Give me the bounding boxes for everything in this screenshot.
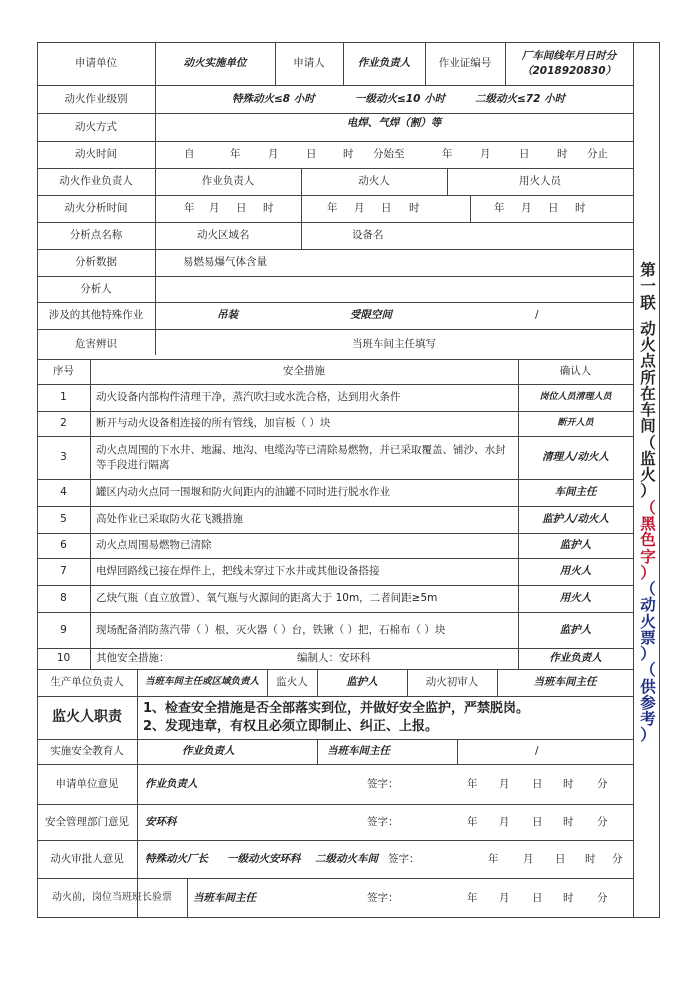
side-char: （ bbox=[640, 498, 656, 517]
guard-label: 监火人 bbox=[276, 676, 308, 689]
analysis-point-area: 动火区域名 bbox=[197, 229, 250, 242]
other-work-lifting: 吊装 bbox=[217, 309, 238, 322]
op2-min: 分 bbox=[597, 815, 608, 828]
ac-d: 日 bbox=[532, 891, 543, 904]
at-y3: 年 bbox=[494, 202, 505, 215]
analysis-point-equipment: 设备名 bbox=[352, 229, 384, 242]
time-hour-2: 时 bbox=[557, 148, 568, 161]
opinion-value: 作业负责人 bbox=[145, 777, 198, 790]
measure-text: 现场配备消防蒸汽带（ ）根，灭火器（ ）台，铁锹（ ）把，石棉布（ ）块 bbox=[96, 623, 446, 636]
at-m3: 月 bbox=[521, 202, 532, 215]
side-char: ） bbox=[640, 482, 656, 501]
review-label: 动火初审人 bbox=[425, 676, 479, 689]
measure-no: 6 bbox=[60, 539, 67, 552]
measure-editor: 编制人：安环科 bbox=[297, 652, 371, 665]
review-value: 当班车间主任 bbox=[533, 676, 597, 689]
ac-h: 时 bbox=[563, 891, 574, 904]
analysis-data-label: 分析数据 bbox=[75, 256, 117, 269]
level-special: 特殊动火≤8 小时 bbox=[232, 92, 315, 105]
measures-col-no: 序号 bbox=[53, 365, 74, 378]
side-char: 火 bbox=[640, 466, 656, 485]
approval-special: 特殊动火厂长 bbox=[145, 852, 208, 865]
measure-confirm: 监护人 bbox=[559, 539, 592, 552]
side-char: （ bbox=[640, 580, 656, 599]
permit-no-label: 作业证编号 bbox=[438, 57, 492, 70]
side-char: 在 bbox=[640, 384, 656, 403]
applicant-label: 申请人 bbox=[293, 57, 325, 70]
ac-m: 月 bbox=[499, 891, 510, 904]
guard-value: 监护人 bbox=[346, 676, 378, 689]
time-day-2: 日 bbox=[519, 148, 530, 161]
measure-confirm: 岗位人员清理人员 bbox=[539, 392, 612, 403]
measure-text: 动火点周围的下水井、地漏、地沟、电缆沟等已清除易燃物，并已采取覆盖、铺沙、水封等手段进行隔离 bbox=[96, 444, 506, 471]
measure-no: 1 bbox=[60, 391, 67, 404]
time-label: 动火时间 bbox=[75, 148, 117, 161]
side-char: 第 bbox=[640, 261, 656, 279]
measure-confirm: 清理人/动火人 bbox=[542, 451, 609, 464]
op2-h: 时 bbox=[563, 815, 574, 828]
analyst-label: 分析人 bbox=[80, 282, 112, 295]
at-m1: 月 bbox=[209, 202, 220, 215]
measure-confirm: 用火人 bbox=[559, 565, 592, 578]
measure-text: 动火点周围易燃物已清除 bbox=[96, 539, 212, 552]
time-year: 年 bbox=[230, 148, 241, 161]
side-char: 点 bbox=[640, 352, 656, 371]
other-work-label: 涉及的其他特殊作业 bbox=[48, 309, 144, 322]
time-from: 自 bbox=[184, 148, 195, 161]
measure-no: 8 bbox=[60, 592, 67, 605]
at-h2: 时 bbox=[409, 202, 420, 215]
side-copy-label bbox=[635, 262, 661, 744]
side-char: 票 bbox=[640, 628, 656, 647]
side-char: 黑 bbox=[640, 514, 656, 533]
op1-d: 日 bbox=[532, 777, 543, 790]
measure-no: 7 bbox=[60, 565, 67, 578]
time-year-2: 年 bbox=[442, 148, 453, 161]
side-char: 车 bbox=[640, 401, 656, 420]
ap-m: 月 bbox=[523, 852, 534, 865]
level-first: 一级动火≤10 小时 bbox=[355, 92, 446, 105]
analysis-point-label: 分析点名称 bbox=[69, 229, 123, 242]
hazard-value: 当班车间主任填写 bbox=[352, 337, 436, 350]
education-slash: / bbox=[535, 745, 539, 758]
ac-y: 年 bbox=[467, 891, 478, 904]
side-char: 参 bbox=[640, 693, 656, 712]
duties-line1: 1、检查安全措施是否全部落实到位，并做好安全监护，严禁脱岗。 bbox=[143, 700, 530, 716]
other-work-confined: 受限空间 bbox=[350, 309, 392, 322]
time-month-2: 月 bbox=[480, 148, 491, 161]
duties-text bbox=[137, 696, 633, 739]
education-label: 实施安全教育人 bbox=[50, 745, 124, 758]
side-char: 动 bbox=[640, 596, 656, 615]
measure-confirm: 车间主任 bbox=[554, 486, 597, 499]
side-char: 考 bbox=[640, 710, 656, 729]
opinion-value: 安环科 bbox=[145, 815, 177, 828]
time-day: 日 bbox=[306, 148, 317, 161]
measure-no: 10 bbox=[56, 652, 71, 665]
other-work-slash: / bbox=[535, 309, 539, 322]
side-char: 字 bbox=[640, 547, 656, 566]
ap-h: 时 bbox=[585, 852, 596, 865]
level-second: 二级动火≤72 小时 bbox=[475, 92, 566, 105]
measure-no: 5 bbox=[60, 513, 67, 526]
time-hour: 时 bbox=[343, 148, 354, 161]
measures-col-confirm: 确认人 bbox=[559, 365, 592, 378]
persons-label: 动火作业负责人 bbox=[59, 175, 133, 188]
measure-confirm: 监护人 bbox=[559, 623, 592, 636]
permit-no-line2: （2018920830） bbox=[521, 64, 617, 77]
measure-no: 3 bbox=[60, 451, 67, 464]
method-label: 动火方式 bbox=[75, 120, 117, 133]
side-char: 动 bbox=[640, 319, 656, 338]
opinion-sign: 签字： bbox=[367, 815, 399, 828]
side-char: （ bbox=[640, 661, 656, 680]
side-char: 火 bbox=[640, 336, 656, 355]
op2-d: 日 bbox=[532, 815, 543, 828]
at-h1: 时 bbox=[263, 202, 274, 215]
ac-min: 分 bbox=[597, 891, 608, 904]
opinion-label: 安全管理部门意见 bbox=[45, 815, 129, 828]
measure-confirm: 监护人/动火人 bbox=[542, 513, 609, 526]
duties-line2: 2、发现违章，有权且必须立即制止、纠正、上报。 bbox=[143, 718, 439, 734]
acceptance-label: 动火前，岗位当班班长验票 bbox=[52, 892, 172, 904]
permit-no-line1: 厂车间线年月日时分 bbox=[521, 50, 617, 63]
side-char: ） bbox=[640, 645, 656, 664]
op1-h: 时 bbox=[563, 777, 574, 790]
at-y1: 年 bbox=[184, 202, 195, 215]
hazard-label: 危害辨识 bbox=[75, 337, 117, 350]
side-char: 一 bbox=[640, 277, 656, 296]
at-y2: 年 bbox=[327, 202, 338, 215]
permit-no-value bbox=[505, 42, 633, 85]
at-d1: 日 bbox=[236, 202, 247, 215]
permit-form bbox=[37, 42, 660, 918]
side-char: （ bbox=[640, 433, 656, 452]
measure-confirm: 断开人员 bbox=[557, 418, 594, 429]
time-minute-to: 分始至 bbox=[373, 148, 405, 161]
production-value: 当班车间主任或区域负责人 bbox=[144, 676, 259, 688]
persons-worker: 动火人 bbox=[358, 175, 390, 188]
at-m2: 月 bbox=[354, 202, 365, 215]
time-minute-end: 分止 bbox=[587, 148, 608, 161]
persons-leader: 作业负责人 bbox=[201, 175, 255, 188]
acceptance-value: 当班车间主任 bbox=[193, 891, 256, 904]
level-label: 动火作业级别 bbox=[64, 92, 128, 105]
education-v2: 当班车间主任 bbox=[327, 745, 390, 758]
measure-confirm: 用火人 bbox=[559, 592, 592, 605]
measure-confirm: 作业负责人 bbox=[549, 652, 602, 665]
side-char: ） bbox=[640, 726, 656, 745]
side-char: 所 bbox=[640, 368, 656, 387]
at-d2: 日 bbox=[381, 202, 392, 215]
op1-min: 分 bbox=[597, 777, 608, 790]
opinion-sign: 签字： bbox=[367, 777, 399, 790]
approval-second: 二级动火车间 bbox=[315, 852, 378, 865]
applicant-unit-label: 申请单位 bbox=[75, 57, 117, 70]
side-char: 供 bbox=[640, 677, 656, 696]
op2-y: 年 bbox=[467, 815, 478, 828]
measure-text: 电焊回路线已接在焊件上，把线未穿过下水井或其他设备搭接 bbox=[96, 565, 380, 578]
acceptance-sign: 签字： bbox=[367, 891, 399, 904]
at-h3: 时 bbox=[575, 202, 586, 215]
approval-label: 动火审批人意见 bbox=[50, 852, 124, 865]
side-char: ） bbox=[640, 563, 656, 582]
measures-col-measure: 安全措施 bbox=[283, 365, 325, 378]
at-d3: 日 bbox=[548, 202, 559, 215]
approval-first: 一级动火安环科 bbox=[227, 852, 301, 865]
ap-d: 日 bbox=[555, 852, 566, 865]
side-char: 联 bbox=[640, 293, 656, 312]
op1-m: 月 bbox=[499, 777, 510, 790]
measure-text: 高处作业已采取防火花飞溅措施 bbox=[96, 513, 243, 526]
side-char: 色 bbox=[640, 531, 656, 550]
side-char: 火 bbox=[640, 612, 656, 631]
measure-no: 2 bbox=[60, 417, 67, 430]
ap-min: 分 bbox=[612, 852, 623, 865]
measure-no: 9 bbox=[60, 623, 67, 636]
method-value: 电焊、气焊（割）等 bbox=[346, 116, 442, 129]
op2-m: 月 bbox=[499, 815, 510, 828]
applicant-value: 作业负责人 bbox=[357, 57, 411, 70]
measure-text: 断开与动火设备相连接的所有管线，加盲板（ ）块 bbox=[96, 417, 331, 430]
ap-y: 年 bbox=[488, 852, 499, 865]
analysis-time-label: 动火分析时间 bbox=[64, 202, 128, 215]
op1-y: 年 bbox=[467, 777, 478, 790]
side-char: 监 bbox=[640, 449, 656, 468]
measure-no: 4 bbox=[60, 486, 67, 499]
measure-text: 其他安全措施： bbox=[96, 652, 170, 665]
measure-text: 罐区内动火点同一围堰和防火间距内的油罐不同时进行脱水作业 bbox=[96, 486, 390, 499]
duties-label: 监火人职责 bbox=[52, 709, 122, 726]
applicant-unit-value: 动火实施单位 bbox=[183, 57, 247, 70]
production-label: 生产单位负责人 bbox=[50, 676, 124, 689]
education-v1: 作业负责人 bbox=[182, 745, 235, 758]
opinion-label: 申请单位意见 bbox=[55, 777, 119, 790]
persons-fire-user: 用火人员 bbox=[519, 175, 561, 188]
side-char: 间 bbox=[640, 417, 656, 436]
measure-text: 乙炔气瓶（直立放置）、氧气瓶与火源间的距离大于 10m，二者间距≥5m bbox=[96, 592, 438, 605]
time-month: 月 bbox=[268, 148, 279, 161]
measure-text: 动火设备内部构件清理干净，蒸汽吹扫或水洗合格，达到用火条件 bbox=[96, 391, 401, 404]
approval-sign: 签字： bbox=[388, 852, 420, 865]
analysis-data-value: 易燃易爆气体含量 bbox=[183, 256, 267, 269]
